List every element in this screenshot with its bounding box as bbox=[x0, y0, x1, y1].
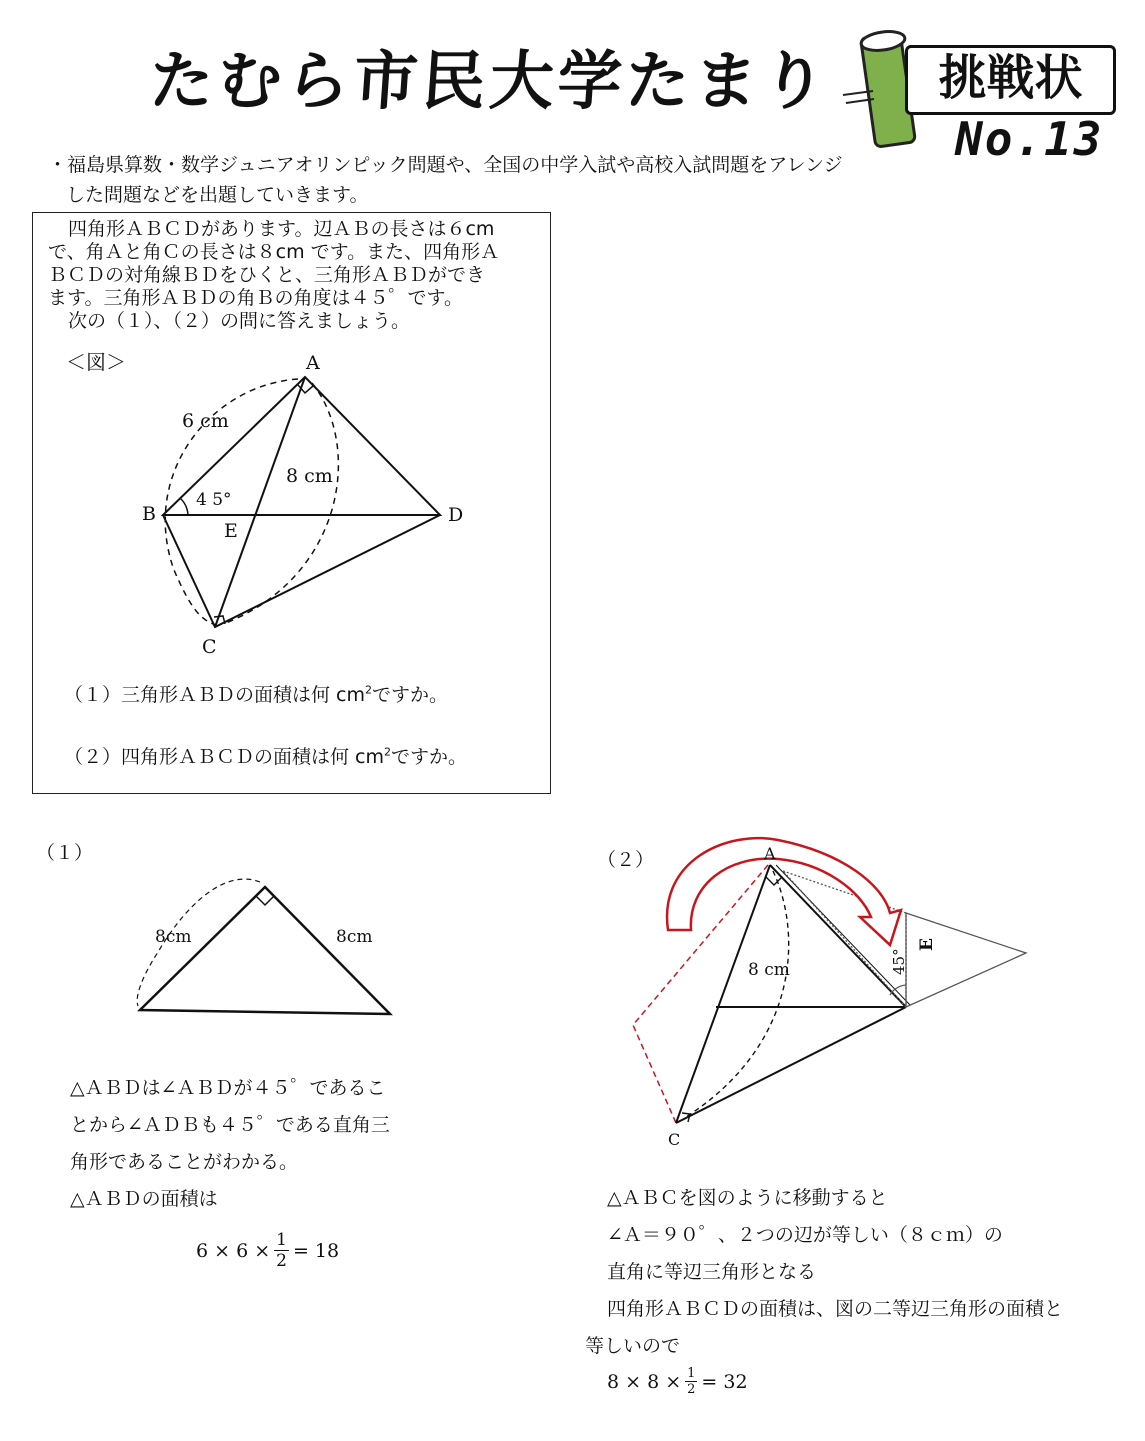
solution-1-figure bbox=[120, 860, 410, 1030]
problem-line: で、角Ａと角Ｃの長さは８cm です。また、四角形Ａ bbox=[48, 241, 500, 263]
fraction bbox=[274, 1230, 289, 1271]
arc-ac bbox=[686, 871, 789, 1117]
label-b: B bbox=[142, 503, 156, 525]
problem-statement bbox=[48, 218, 548, 333]
fig2-label-c: C bbox=[668, 1130, 681, 1149]
problem-figure bbox=[130, 345, 490, 665]
fraction-numerator: 1 bbox=[687, 1366, 696, 1381]
page-title: たむら市民大学たまり bbox=[146, 45, 833, 119]
formula-left: 8 × 8 × bbox=[607, 1370, 682, 1393]
fig2-length: 8 cm bbox=[748, 960, 790, 980]
right-length: 8cm bbox=[336, 927, 373, 947]
formula-left: 6 × 6 × bbox=[196, 1239, 271, 1262]
label-c: C bbox=[202, 636, 217, 658]
side-cd bbox=[676, 1007, 906, 1123]
right-angle-a bbox=[766, 877, 782, 885]
challenge-badge: 挑戦状 bbox=[905, 45, 1116, 115]
fraction-denominator: 2 bbox=[276, 1251, 287, 1271]
fraction bbox=[685, 1366, 697, 1397]
problem-line: ＢＣＤの対角線ＢＤをひくと、三角形ＡＢＤができ bbox=[48, 264, 486, 286]
solution-2-line: 四角形ＡＢＣＤの面積は、図の二等辺三角形の面積と bbox=[607, 1298, 1064, 1320]
problem-line: 次の（１）、（２）の問に答えましょう。 bbox=[68, 310, 411, 332]
arc-ac bbox=[226, 383, 338, 623]
label-ab-length: 6 cm bbox=[182, 410, 229, 432]
question-2 bbox=[64, 742, 467, 769]
issue-number: No.13 bbox=[955, 112, 1104, 166]
solution-1-formula bbox=[196, 1230, 339, 1271]
problem-line: 四角形ＡＢＣＤがあります。辺ＡＢの長さは６cm bbox=[68, 218, 495, 240]
solution-1-line: △ＡＢＤは∠ＡＢＤが４５゜であるこ bbox=[70, 1077, 386, 1099]
triangle-bcd bbox=[163, 515, 440, 627]
problem-line: ます。三角形ＡＢＤの角Ｂの角度は４５゜です。 bbox=[48, 287, 463, 309]
left-length: 8cm bbox=[155, 927, 192, 947]
intro-line: した問題などを出題していきます。 bbox=[66, 184, 369, 206]
label-e: E bbox=[224, 520, 238, 542]
exponent: 2 bbox=[384, 745, 391, 759]
angle-arc bbox=[180, 498, 188, 515]
solution-1-line: △ＡＢＤの面積は bbox=[70, 1188, 218, 1210]
formula-right: = 18 bbox=[292, 1239, 340, 1262]
solution-2-line: 直角に等辺三角形となる bbox=[607, 1261, 817, 1283]
fig2-label-e: E bbox=[917, 938, 937, 951]
move-arrow-icon bbox=[667, 838, 901, 945]
solution-2-text bbox=[585, 1180, 1063, 1365]
solution-1-line: とから∠ＡＤＢも４５゜である直角三 bbox=[70, 1114, 390, 1136]
label-diag-length: 8 cm bbox=[286, 465, 333, 487]
fig2-label-a: A bbox=[764, 844, 776, 863]
right-angle-mark bbox=[256, 896, 274, 905]
solution-1-label: （１） bbox=[36, 842, 94, 864]
question-2-suffix: ですか。 bbox=[391, 746, 468, 768]
solution-1-text bbox=[70, 1070, 390, 1218]
exponent: 2 bbox=[365, 683, 372, 697]
figure-label: ＜図＞ bbox=[66, 350, 126, 374]
fraction-denominator: 2 bbox=[687, 1382, 696, 1397]
solution-2-line: ∠Ａ＝９０゜、２つの辺が等しい（８ｃｍ）の bbox=[607, 1224, 1003, 1246]
moved-triangle-e bbox=[906, 913, 1026, 1007]
question-1-text: （１）三角形ＡＢＤの面積は何 cm bbox=[64, 684, 365, 706]
question-1 bbox=[64, 680, 448, 707]
label-angle-b: 4 5° bbox=[196, 490, 232, 510]
question-2-text: （２）四角形ＡＢＣＤの面積は何 cm bbox=[64, 746, 384, 768]
solution-2-line: 等しいので bbox=[585, 1335, 681, 1357]
fig2-angle: 45° bbox=[890, 948, 908, 975]
solution-2-formula bbox=[607, 1366, 748, 1397]
formula-right: = 32 bbox=[701, 1370, 748, 1393]
solution-2-label: （２） bbox=[597, 849, 655, 871]
fraction-numerator: 1 bbox=[276, 1230, 287, 1250]
solution-1-line: 角形であることがわかる。 bbox=[70, 1151, 299, 1173]
question-1-suffix: ですか。 bbox=[372, 684, 449, 706]
intro-line: ・福島県算数・数学ジュニアオリンピック問題や、全国の中学入試や高校入試問題をアレンジ bbox=[48, 154, 843, 176]
moved-triangle-outline bbox=[633, 865, 768, 1123]
solution-2-line: △ＡＢＣを図のように移動すると bbox=[607, 1187, 888, 1209]
solution-2-figure bbox=[598, 835, 1048, 1155]
label-d: D bbox=[448, 504, 464, 526]
label-a: A bbox=[306, 352, 320, 374]
intro-text bbox=[48, 150, 968, 210]
